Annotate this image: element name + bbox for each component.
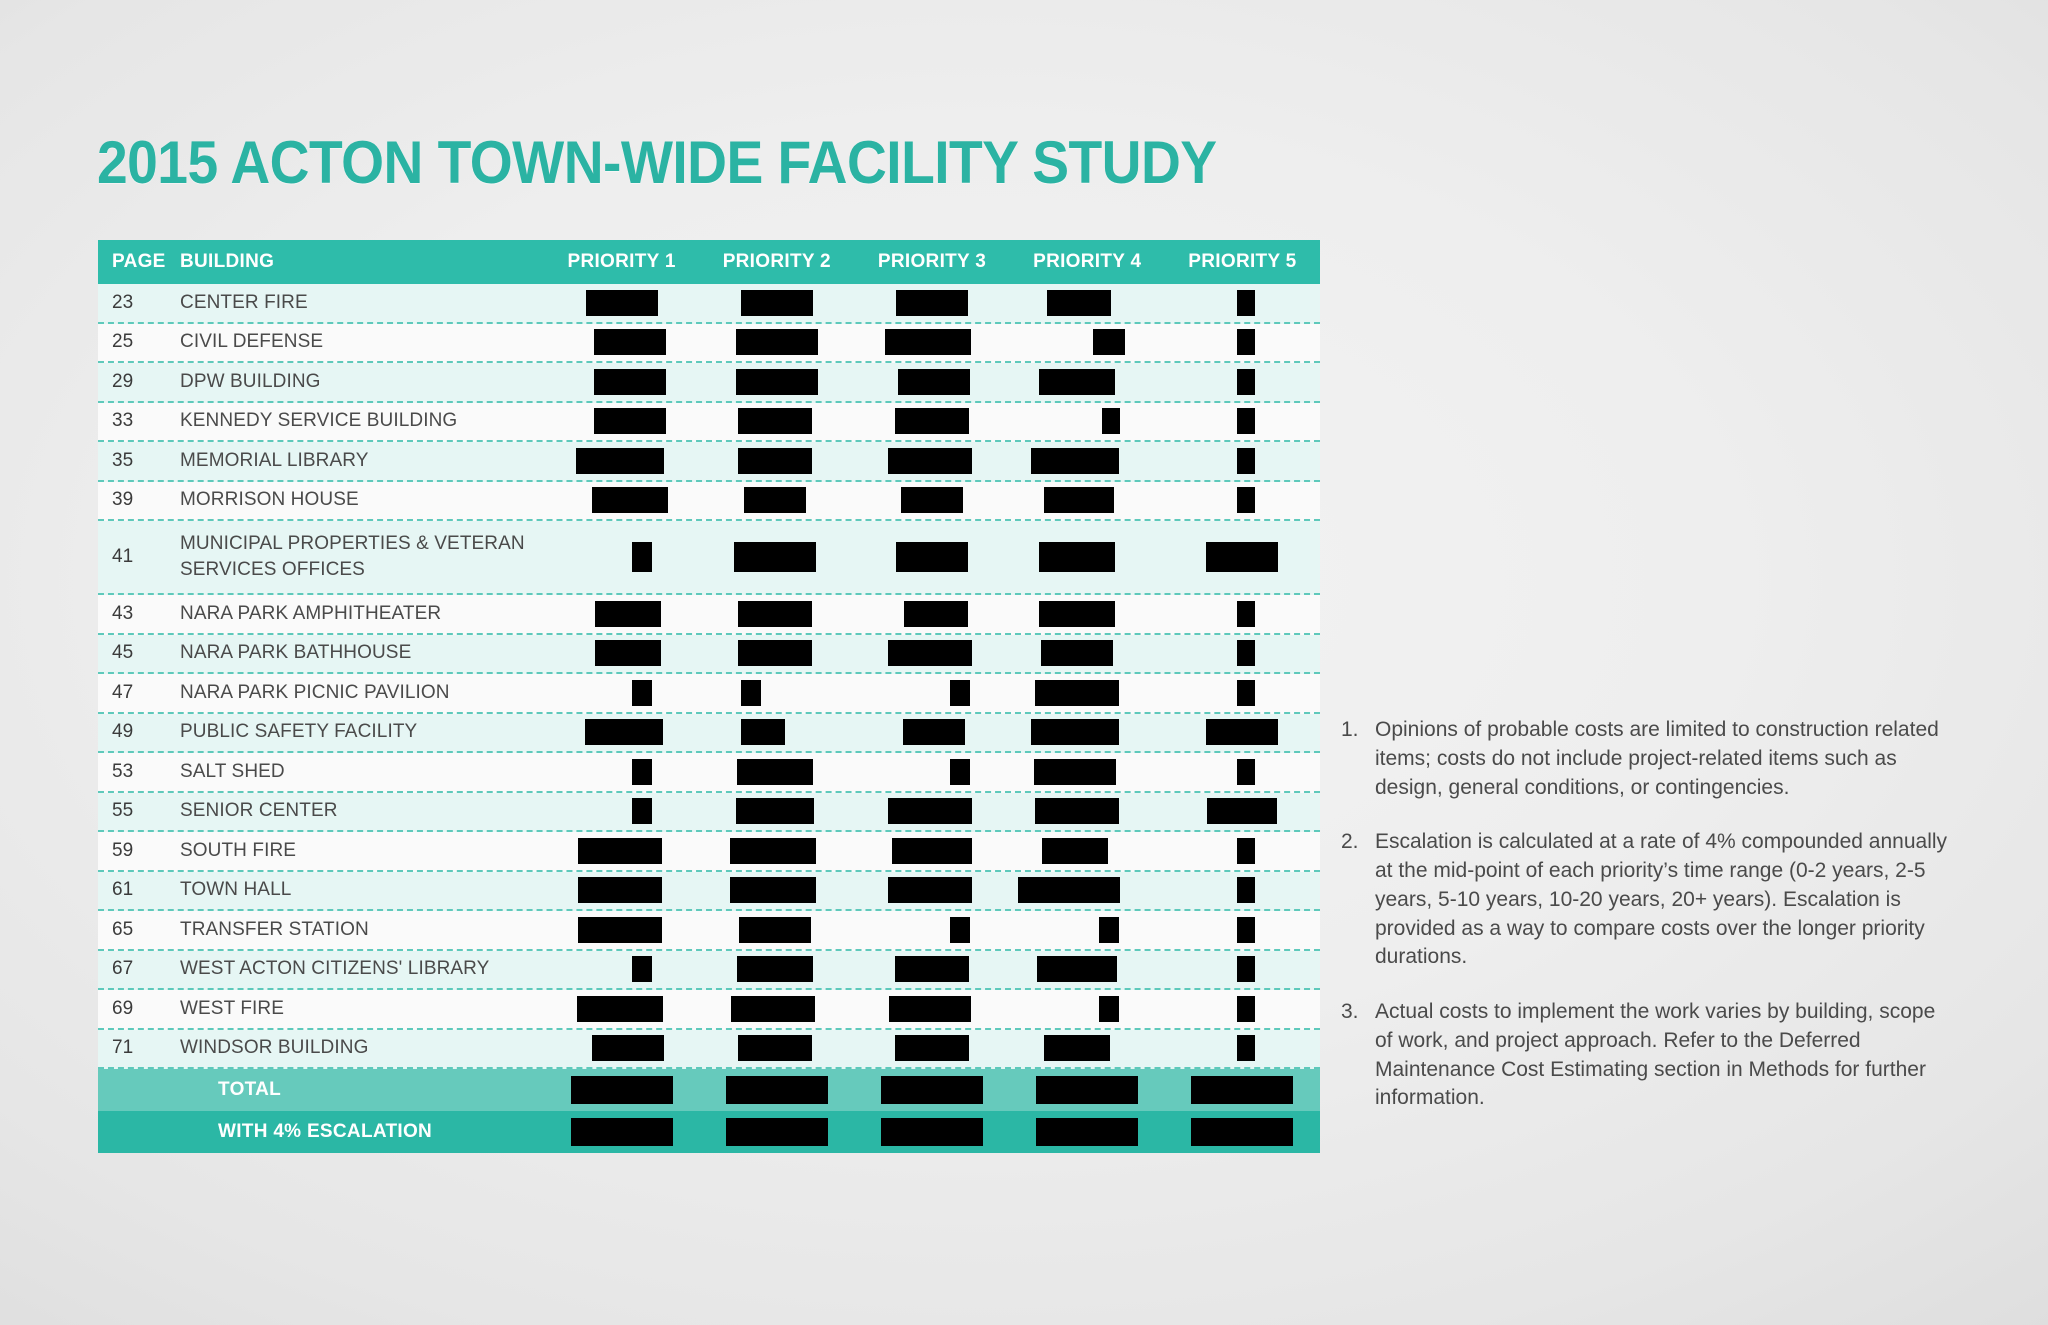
redacted-cost-value (1044, 1035, 1110, 1061)
cost-cell-priority-5 (1165, 838, 1320, 864)
cell-page-number: 65 (112, 918, 134, 940)
cell-page-number: 43 (112, 602, 134, 624)
table-row (98, 1030, 1320, 1070)
cost-cell-priority-3 (854, 487, 1009, 513)
cost-cell-priority-4 (1010, 759, 1165, 785)
cost-cell-priority-4 (1010, 542, 1165, 572)
cost-cell-priority-4 (1010, 798, 1165, 824)
cost-cell-priority-5 (1165, 680, 1320, 706)
cell-page-number: 67 (112, 958, 134, 980)
redacted-cost-value (594, 408, 666, 434)
cell-building-name: NARA PARK BATHHOUSE (180, 642, 412, 664)
cost-cell-priority-4 (1010, 996, 1165, 1022)
redacted-cost-value (1039, 369, 1115, 395)
cost-cell-priority-5 (1165, 1118, 1320, 1146)
redacted-cost-value (592, 487, 668, 513)
cost-cell-priority-1 (544, 487, 699, 513)
redacted-cost-value (632, 798, 652, 824)
cost-cell-priority-3 (854, 759, 1009, 785)
cost-cell-priority-5 (1165, 719, 1320, 745)
table-row (98, 674, 1320, 714)
cell-building-name: CENTER FIRE (180, 291, 308, 313)
cost-cell-priority-4 (1010, 1118, 1165, 1146)
redacted-cost-value (1037, 956, 1117, 982)
cost-cell-priority-1 (544, 877, 699, 903)
note-number: 2. (1341, 830, 1359, 854)
cost-cell-priority-4 (1010, 329, 1165, 355)
cost-cell-priority-1 (544, 996, 699, 1022)
column-header-priority-3: PRIORITY 3 (877, 251, 987, 272)
cell-building-name: WINDSOR BUILDING (180, 1037, 369, 1059)
cost-cell-priority-4 (1010, 917, 1165, 943)
cost-cell-priority-3 (854, 680, 1009, 706)
cost-cell-priority-1 (544, 640, 699, 666)
cost-cell-priority-5 (1165, 408, 1320, 434)
redacted-cost-value (1036, 1118, 1138, 1146)
redacted-cost-value (1047, 290, 1111, 316)
redacted-cost-value (1237, 290, 1255, 316)
redacted-cost-value (576, 448, 664, 474)
redacted-cost-value (726, 1118, 828, 1146)
redacted-cost-value (737, 759, 813, 785)
cost-cell-priority-2 (699, 1035, 854, 1061)
table-row (98, 872, 1320, 912)
summary-row-label: TOTAL (218, 1079, 282, 1101)
redacted-cost-value (1093, 329, 1125, 355)
column-header-priority-5: PRIORITY 5 (1188, 251, 1297, 272)
cost-cell-priority-5 (1165, 956, 1320, 982)
column-header-page: PAGE (112, 251, 166, 272)
redacted-cost-value (1099, 996, 1119, 1022)
redacted-cost-value (888, 877, 972, 903)
redacted-cost-value (1041, 640, 1113, 666)
column-header-priority-4: PRIORITY 4 (1033, 251, 1142, 272)
cost-cell-priority-2 (699, 448, 854, 474)
cost-cell-priority-3 (854, 877, 1009, 903)
cost-cell-priority-2 (699, 408, 854, 434)
cost-cell-priority-1 (544, 1118, 699, 1146)
redacted-cost-value (1237, 759, 1255, 785)
notes-list (1341, 716, 1951, 1139)
cost-cell-priority-1 (544, 956, 699, 982)
redacted-cost-value (1034, 759, 1116, 785)
cost-cell-priority-4 (1010, 838, 1165, 864)
redacted-cost-value (594, 369, 666, 395)
cost-cell-priority-5 (1165, 290, 1320, 316)
redacted-cost-value (1191, 1076, 1293, 1104)
cell-page-number: 71 (112, 1037, 134, 1059)
cost-cell-priority-4 (1010, 290, 1165, 316)
redacted-cost-value (632, 542, 652, 572)
cell-building-name: PUBLIC SAFETY FACILITY (180, 721, 418, 743)
redacted-cost-value (1237, 917, 1255, 943)
cost-cell-priority-2 (699, 542, 854, 572)
redacted-cost-value (1099, 917, 1119, 943)
cost-cell-priority-2 (699, 369, 854, 395)
cost-cell-priority-2 (699, 1076, 854, 1104)
cost-cell-priority-5 (1165, 877, 1320, 903)
redacted-cost-value (738, 408, 812, 434)
table-row (98, 324, 1320, 364)
cell-page-number: 23 (112, 291, 134, 313)
table-row (98, 521, 1320, 595)
cost-cell-priority-1 (544, 798, 699, 824)
redacted-cost-value (1237, 877, 1255, 903)
redacted-cost-value (1206, 542, 1278, 572)
note-text: Actual costs to implement the work varies by building, scope of work, and project approach. Refer to the Deferred Maintenance Cost Estimating section in Methods for further information. (1375, 1000, 1936, 1110)
table-row (98, 714, 1320, 754)
cell-page-number: 49 (112, 721, 134, 743)
cost-cell-priority-5 (1165, 369, 1320, 395)
cost-cell-priority-4 (1010, 487, 1165, 513)
redacted-cost-value (903, 719, 965, 745)
cost-cell-priority-2 (699, 917, 854, 943)
cell-page-number: 61 (112, 879, 134, 901)
cost-cell-priority-1 (544, 917, 699, 943)
column-header-priority-1: PRIORITY 1 (567, 251, 676, 272)
cost-cell-priority-5 (1165, 996, 1320, 1022)
redacted-cost-value (1237, 956, 1255, 982)
cost-cell-priority-4 (1010, 680, 1165, 706)
cost-cell-priority-2 (699, 877, 854, 903)
cost-cell-priority-5 (1165, 1035, 1320, 1061)
redacted-cost-value (595, 640, 661, 666)
cell-page-number: 69 (112, 997, 134, 1019)
redacted-cost-value (592, 1035, 664, 1061)
note-item (1341, 828, 1951, 972)
cost-cell-priority-3 (854, 1118, 1009, 1146)
redacted-cost-value (888, 640, 972, 666)
cost-cell-priority-2 (699, 996, 854, 1022)
redacted-cost-value (1237, 369, 1255, 395)
cell-page-number: 39 (112, 489, 134, 511)
cost-cell-priority-5 (1165, 448, 1320, 474)
redacted-cost-value (577, 996, 663, 1022)
cost-cell-priority-1 (544, 329, 699, 355)
cell-building-name: SALT SHED (180, 760, 285, 782)
cost-cell-priority-3 (854, 996, 1009, 1022)
table-body (98, 284, 1320, 1153)
redacted-cost-value (736, 369, 818, 395)
cost-cell-priority-1 (544, 542, 699, 572)
cost-cell-priority-1 (544, 408, 699, 434)
cost-cell-priority-1 (544, 369, 699, 395)
redacted-cost-value (1237, 640, 1255, 666)
cost-cell-priority-4 (1010, 448, 1165, 474)
redacted-cost-value (889, 996, 971, 1022)
redacted-cost-value (738, 640, 812, 666)
redacted-cost-value (1031, 719, 1119, 745)
redacted-cost-value (896, 542, 968, 572)
cell-building-name: NARA PARK AMPHITHEATER (180, 602, 442, 624)
cost-cell-priority-2 (699, 956, 854, 982)
cost-cell-priority-2 (699, 601, 854, 627)
redacted-cost-value (888, 798, 972, 824)
table-row (98, 951, 1320, 991)
redacted-cost-value (594, 329, 666, 355)
table-row-total (98, 1069, 1320, 1111)
redacted-cost-value (1042, 838, 1108, 864)
redacted-cost-value (741, 719, 785, 745)
redacted-cost-value (1018, 877, 1120, 903)
redacted-cost-value (737, 956, 813, 982)
cost-cell-priority-4 (1010, 1076, 1165, 1104)
redacted-cost-value (895, 956, 969, 982)
redacted-cost-value (1237, 601, 1255, 627)
redacted-cost-value (726, 1076, 828, 1104)
cost-cell-priority-3 (854, 369, 1009, 395)
cost-cell-priority-1 (544, 838, 699, 864)
note-item (1341, 998, 1951, 1113)
redacted-cost-value (632, 759, 652, 785)
column-header-priority-2: PRIORITY 2 (722, 251, 831, 272)
note-text: Escalation is calculated at a rate of 4% compounded annually at the mid-point of each priority’s time range (0-2 years, 2-5 years, 5-10 years, 10-20 years, 20+ years). Escalation is provided as a way to compare costs over the longer priority durations. (1375, 830, 1948, 969)
redacted-cost-value (578, 838, 662, 864)
cost-cell-priority-5 (1165, 329, 1320, 355)
redacted-cost-value (731, 996, 815, 1022)
cost-cell-priority-5 (1165, 759, 1320, 785)
redacted-cost-value (896, 290, 968, 316)
redacted-cost-value (1237, 329, 1255, 355)
redacted-cost-value (578, 917, 662, 943)
cell-building-name: MORRISON HOUSE (180, 489, 359, 511)
cost-cell-priority-4 (1010, 408, 1165, 434)
cost-cell-priority-5 (1165, 542, 1320, 572)
cell-building-name: SENIOR CENTER (180, 800, 338, 822)
redacted-cost-value (734, 542, 816, 572)
cell-page-number: 35 (112, 449, 134, 471)
cell-page-number: 33 (112, 410, 134, 432)
redacted-cost-value (950, 680, 970, 706)
table-row (98, 482, 1320, 522)
table-row (98, 363, 1320, 403)
note-number: 3. (1341, 1000, 1359, 1024)
cost-cell-priority-1 (544, 719, 699, 745)
redacted-cost-value (898, 369, 970, 395)
cost-cell-priority-3 (854, 956, 1009, 982)
redacted-cost-value (1237, 408, 1255, 434)
cost-cell-priority-4 (1010, 369, 1165, 395)
note-item (1341, 716, 1951, 802)
cost-cell-priority-3 (854, 917, 1009, 943)
cost-cell-priority-2 (699, 759, 854, 785)
redacted-cost-value (736, 798, 814, 824)
cost-cell-priority-5 (1165, 487, 1320, 513)
column-header-building: BUILDING (180, 251, 275, 272)
cost-cell-priority-4 (1010, 877, 1165, 903)
cost-cell-priority-1 (544, 1035, 699, 1061)
redacted-cost-value (632, 956, 652, 982)
redacted-cost-value (1237, 680, 1255, 706)
cost-cell-priority-2 (699, 719, 854, 745)
cost-cell-priority-2 (699, 1118, 854, 1146)
cost-cell-priority-3 (854, 601, 1009, 627)
cost-cell-priority-3 (854, 1076, 1009, 1104)
redacted-cost-value (885, 329, 971, 355)
table-row (98, 284, 1320, 324)
table-row (98, 832, 1320, 872)
table-row (98, 403, 1320, 443)
cost-cell-priority-5 (1165, 917, 1320, 943)
cost-cell-priority-4 (1010, 719, 1165, 745)
page-title: 2015 ACTON TOWN-WIDE FACILITY STUDY (97, 129, 1217, 196)
cell-building-name: WEST FIRE (180, 997, 284, 1019)
cell-page-number: 55 (112, 800, 134, 822)
cell-page-number: 25 (112, 331, 134, 353)
cell-building-name: DPW BUILDING (180, 370, 321, 392)
cell-page-number: 41 (112, 546, 134, 567)
redacted-cost-value (901, 487, 963, 513)
redacted-cost-value (1237, 1035, 1255, 1061)
redacted-cost-value (888, 448, 972, 474)
table-row (98, 595, 1320, 635)
cell-building-name: CIVIL DEFENSE (180, 331, 324, 353)
cell-page-number: 59 (112, 839, 134, 861)
cell-building-name: KENNEDY SERVICE BUILDING (180, 410, 458, 432)
cost-cell-priority-2 (699, 680, 854, 706)
cell-page-number: 53 (112, 760, 134, 782)
redacted-cost-value (895, 408, 969, 434)
cost-cell-priority-1 (544, 448, 699, 474)
redacted-cost-value (586, 290, 658, 316)
redacted-cost-value (571, 1076, 673, 1104)
redacted-cost-value (881, 1118, 983, 1146)
cost-cell-priority-3 (854, 1035, 1009, 1061)
redacted-cost-value (730, 877, 816, 903)
redacted-cost-value (738, 601, 812, 627)
cost-cell-priority-3 (854, 329, 1009, 355)
redacted-cost-value (739, 917, 811, 943)
table-row (98, 753, 1320, 793)
cell-page-number: 29 (112, 370, 134, 392)
cell-building-name: WEST ACTON CITIZENS' LIBRARY (180, 958, 490, 980)
cell-building-name: MUNICIPAL PROPERTIES & VETERAN SERVICES OFFICES (180, 533, 525, 580)
cost-cell-priority-3 (854, 798, 1009, 824)
cost-cell-priority-2 (699, 329, 854, 355)
cost-cell-priority-2 (699, 487, 854, 513)
table-row (98, 911, 1320, 951)
table-row (98, 793, 1320, 833)
cost-cell-priority-3 (854, 719, 1009, 745)
redacted-cost-value (1044, 487, 1114, 513)
table-row (98, 635, 1320, 675)
redacted-cost-value (1102, 408, 1120, 434)
cost-cell-priority-3 (854, 408, 1009, 434)
redacted-cost-value (1036, 1076, 1138, 1104)
redacted-cost-value (950, 759, 970, 785)
redacted-cost-value (632, 680, 652, 706)
cost-cell-priority-1 (544, 601, 699, 627)
cost-cell-priority-1 (544, 680, 699, 706)
cost-cell-priority-3 (854, 838, 1009, 864)
cell-building-name: SOUTH FIRE (180, 839, 297, 861)
redacted-cost-value (585, 719, 663, 745)
redacted-cost-value (950, 917, 970, 943)
cost-cell-priority-1 (544, 759, 699, 785)
cost-cell-priority-3 (854, 640, 1009, 666)
redacted-cost-value (1237, 996, 1255, 1022)
redacted-cost-value (881, 1076, 983, 1104)
redacted-cost-value (578, 877, 662, 903)
cost-cell-priority-3 (854, 290, 1009, 316)
table-header-row (98, 240, 1320, 284)
cell-page-number: 47 (112, 681, 134, 703)
cell-building-name: MEMORIAL LIBRARY (180, 449, 369, 471)
cost-cell-priority-2 (699, 798, 854, 824)
note-number: 1. (1341, 718, 1359, 741)
cell-building-name: NARA PARK PICNIC PAVILION (180, 681, 450, 703)
note-text: Opinions of probable costs are limited to construction related items; costs do not include project-related items such as design, general conditions, or contingencies. (1375, 718, 1939, 799)
redacted-cost-value (738, 1035, 812, 1061)
cost-cell-priority-4 (1010, 956, 1165, 982)
cost-cell-priority-4 (1010, 601, 1165, 627)
redacted-cost-value (1031, 448, 1119, 474)
redacted-cost-value (744, 487, 806, 513)
redacted-cost-value (1039, 601, 1115, 627)
cost-cell-priority-5 (1165, 1076, 1320, 1104)
table-row (98, 990, 1320, 1030)
redacted-cost-value (741, 290, 813, 316)
cell-building-name: TOWN HALL (180, 879, 292, 901)
redacted-cost-value (1237, 487, 1255, 513)
cost-cell-priority-4 (1010, 1035, 1165, 1061)
summary-row-label: WITH 4% ESCALATION (218, 1121, 433, 1143)
cost-cell-priority-2 (699, 290, 854, 316)
cost-cell-priority-5 (1165, 640, 1320, 666)
redacted-cost-value (1035, 680, 1119, 706)
cost-cell-priority-5 (1165, 601, 1320, 627)
cost-cell-priority-1 (544, 1076, 699, 1104)
cost-cell-priority-1 (544, 290, 699, 316)
table-row (98, 442, 1320, 482)
redacted-cost-value (1237, 838, 1255, 864)
cost-cell-priority-5 (1165, 798, 1320, 824)
redacted-cost-value (738, 448, 812, 474)
redacted-cost-value (895, 1035, 969, 1061)
cell-page-number: 45 (112, 642, 134, 664)
redacted-cost-value (1035, 798, 1119, 824)
cell-building-name: TRANSFER STATION (180, 918, 369, 940)
cost-cell-priority-2 (699, 640, 854, 666)
redacted-cost-value (741, 680, 761, 706)
cost-cell-priority-3 (854, 448, 1009, 474)
cost-cell-priority-3 (854, 542, 1009, 572)
redacted-cost-value (595, 601, 661, 627)
redacted-cost-value (1039, 542, 1115, 572)
cost-cell-priority-2 (699, 838, 854, 864)
redacted-cost-value (1237, 448, 1255, 474)
facility-cost-table (98, 240, 1320, 1153)
cost-cell-priority-4 (1010, 640, 1165, 666)
redacted-cost-value (571, 1118, 673, 1146)
redacted-cost-value (1191, 1118, 1293, 1146)
redacted-cost-value (1207, 798, 1277, 824)
redacted-cost-value (736, 329, 818, 355)
redacted-cost-value (730, 838, 816, 864)
table-row-escalation (98, 1111, 1320, 1153)
redacted-cost-value (904, 601, 968, 627)
redacted-cost-value (1206, 719, 1278, 745)
redacted-cost-value (892, 838, 972, 864)
